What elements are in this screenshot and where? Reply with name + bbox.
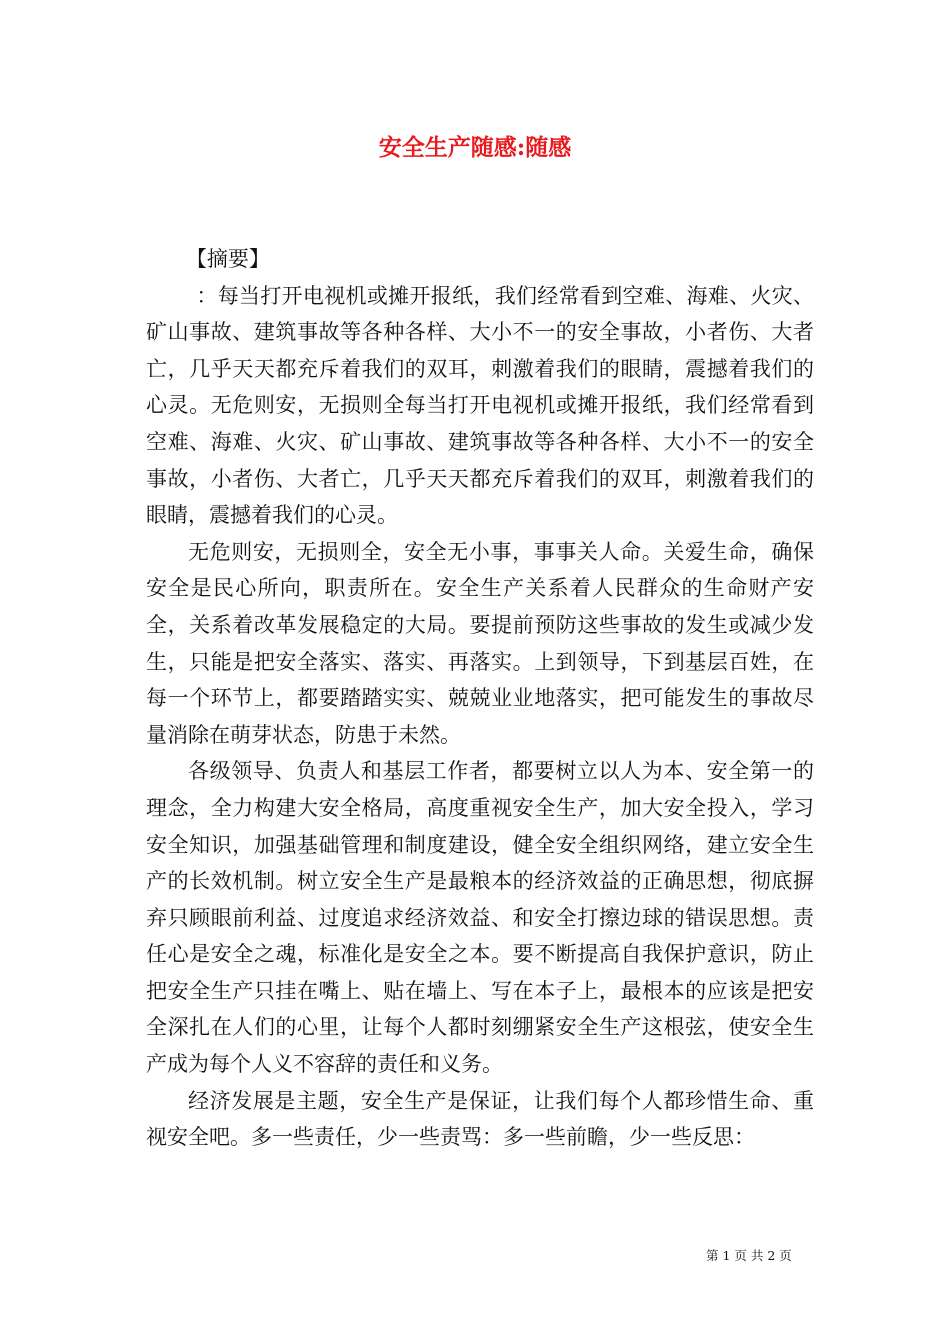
document-title: 安全生产随感:随感 xyxy=(378,134,572,161)
page-number: 第 1 页 共 2 页 xyxy=(706,1248,792,1263)
paragraph-4: 经济发展是主题，安全生产是保证，让我们每个人都珍惜生命、重视安全吧。多一些责任，少一些责骂：多一些前瞻，少一些反思： xyxy=(146,1088,814,1150)
paragraph-2: 无危则安，无损则全，安全无小事，事事关人命。关爱生命，确保安全是民心所向，职责所在。安全生产关系着人民群众的生命财产安全，关系着改革发展稳定的大局。要提前预防这些事故的发生或减少发生，只能是把安全落实、落实、再落实。上到领导，下到基层百姓，在每一个环节上，都要踏踏实实、兢兢业业地落实，把可能发生的事故尽量消除在萌芽状态，防患于未然。 xyxy=(146,539,814,747)
paragraph-3: 各级领导、负责人和基层工作者，都要树立以人为本、安全第一的理念，全力构建大安全格局，高度重视安全生产，加大安全投入，学习安全知识，加强基础管理和制度建设，健全安全组织网络，建立安全生产的长效机制。树立安全生产是最粮本的经济效益的正确思想，彻底摒弃只顾眼前利益、过度追求经济效益、和安全打擦边球的错误思想。责任心是安全之魂，标准化是安全之本。要不断提高自我保护意识，防止把安全生产只挂在嘴上、贴在墙上、写在本子上，最根本的应该是把安全深扎在人们的心里，让每个人都时刻绷紧安全生产这根弦，使安全生产成为每个人义不容辞的责任和义务。 xyxy=(146,759,814,1077)
document-body xyxy=(146,241,814,1156)
abstract-label: 【摘要】 xyxy=(185,247,270,271)
paragraph-abstract: ：每当打开电视机或摊开报纸，我们经常看到空难、海难、火灾、矿山事故、建筑事故等各种各样、大小不一的安全事故，小者伤、大者亡，几乎天天都充斥着我们的双耳，刺激着我们的眼睛，震撼着我们的心灵。无危则安，无损则全每当打开电视机或摊开报纸，我们经常看到空难、海难、火灾、矿山事故、建筑事故等各种各样、大小不一的安全事故，小者伤、大者亡，几乎天天都充斥着我们的双耳，刺激着我们的眼睛，震撼着我们的心灵。 xyxy=(146,283,814,528)
